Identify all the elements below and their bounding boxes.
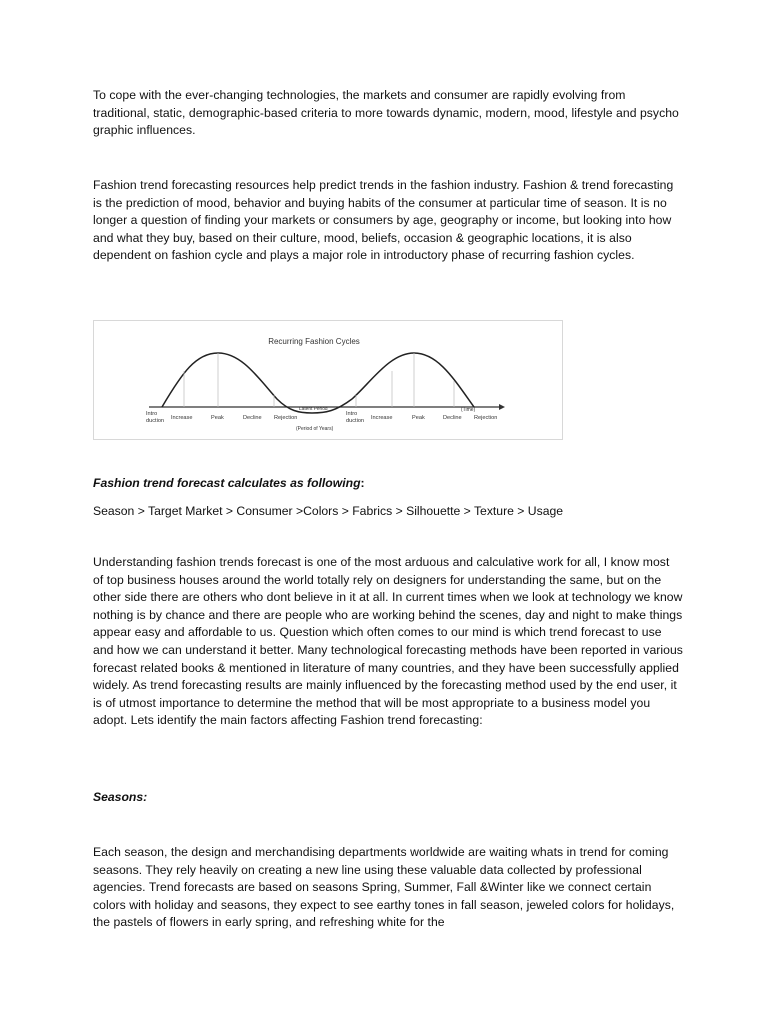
label-time: (Time) [461, 407, 476, 413]
label-latent-period: Latent Period [299, 407, 328, 412]
figure-title: Recurring Fashion Cycles [268, 337, 360, 346]
recurring-fashion-cycles-figure [93, 320, 563, 440]
label-decline-2: Decline [443, 415, 462, 421]
label-increase-1: Increase [171, 415, 193, 421]
understanding-paragraph: Understanding fashion trends forecast is one of the most arduous and calculative work for all, I know most of top business houses around the world totally rely on designers for understanding the same, but on the other side there are others who dont believe in it at all. In current times when we look at technology we know nothing is by chance and there are people who are working behind the scenes, day and night to make things appear easy and affordable to us. Question which often comes to our mind is which trend forecast to use and how we can understand it better. Many technological forecasting methods have been reported in various forecast related books & mentioned in literature of many countries, and they have been successfully applied widely. As trend forecasting results are mainly influenced by the forecasting method used by the end user, it is of utmost importance to determine the method that will be most appropriate to a business model you adopt. Lets identify the main factors affecting Fashion trend forecasting: [93, 555, 683, 728]
label-peak-1: Peak [211, 415, 224, 421]
seasons-heading: Seasons: [93, 790, 148, 804]
forecast-calculation-heading [93, 476, 365, 490]
label-intro-2a: Intro [346, 411, 358, 417]
label-rejection-1: Rejection [274, 415, 298, 421]
label-decline-1: Decline [243, 415, 262, 421]
label-period-of-years: (Period of Years) [296, 426, 334, 432]
forecast-calculation-title: Fashion trend forecast calculates as following [93, 476, 361, 490]
label-rejection-2: Rejection [474, 415, 498, 421]
seasons-paragraph: Each season, the design and merchandising departments worldwide are waiting whats in trend for coming seasons. They rely heavily on creating a new line using these valuable data collected by professional agencies. Trend forecasts are based on seasons Spring, Summer, Fall &Winter like we connect certain colors with holiday and seasons, they expect to see earthy tones in fall season, jeweled colors for holidays, the pastels of flowers in early spring, and refreshing white for the [93, 845, 675, 930]
label-intro-1a: Intro [146, 411, 158, 417]
label-intro-2b: duction [346, 418, 365, 424]
cycle-curve [162, 353, 474, 413]
intro-paragraph: To cope with the ever-changing technologies, the markets and consumer are rapidly evolving from traditional, static, demographic-based criteria to more towards dynamic, modern, mood, lifestyle and psycho graphic influences. [93, 88, 679, 138]
phase-dividers [184, 353, 454, 407]
axis-arrow-icon [499, 404, 505, 410]
forecast-sequence: Season > Target Market > Consumer >Colors > Fabrics > Silhouette > Texture > Usage [93, 504, 564, 518]
label-peak-2: Peak [412, 415, 425, 421]
label-intro-1b: duction [146, 418, 165, 424]
forecast-calculation-colon: : [360, 476, 365, 490]
forecasting-paragraph: Fashion trend forecasting resources help predict trends in the fashion industry. Fashion & trend forecasting is the prediction of mood, behavior and buying habits of the consumer at particular time of season. It is no longer a question of finding your markets or consumers by age, geography or income, but looking into how and what they buy, based on their culture, mood, beliefs, occasion & geographic locations, it is also dependent on fashion cycle and plays a major role in introductory phase of recurring fashion cycles. [93, 178, 674, 263]
label-increase-2: Increase [371, 415, 393, 421]
